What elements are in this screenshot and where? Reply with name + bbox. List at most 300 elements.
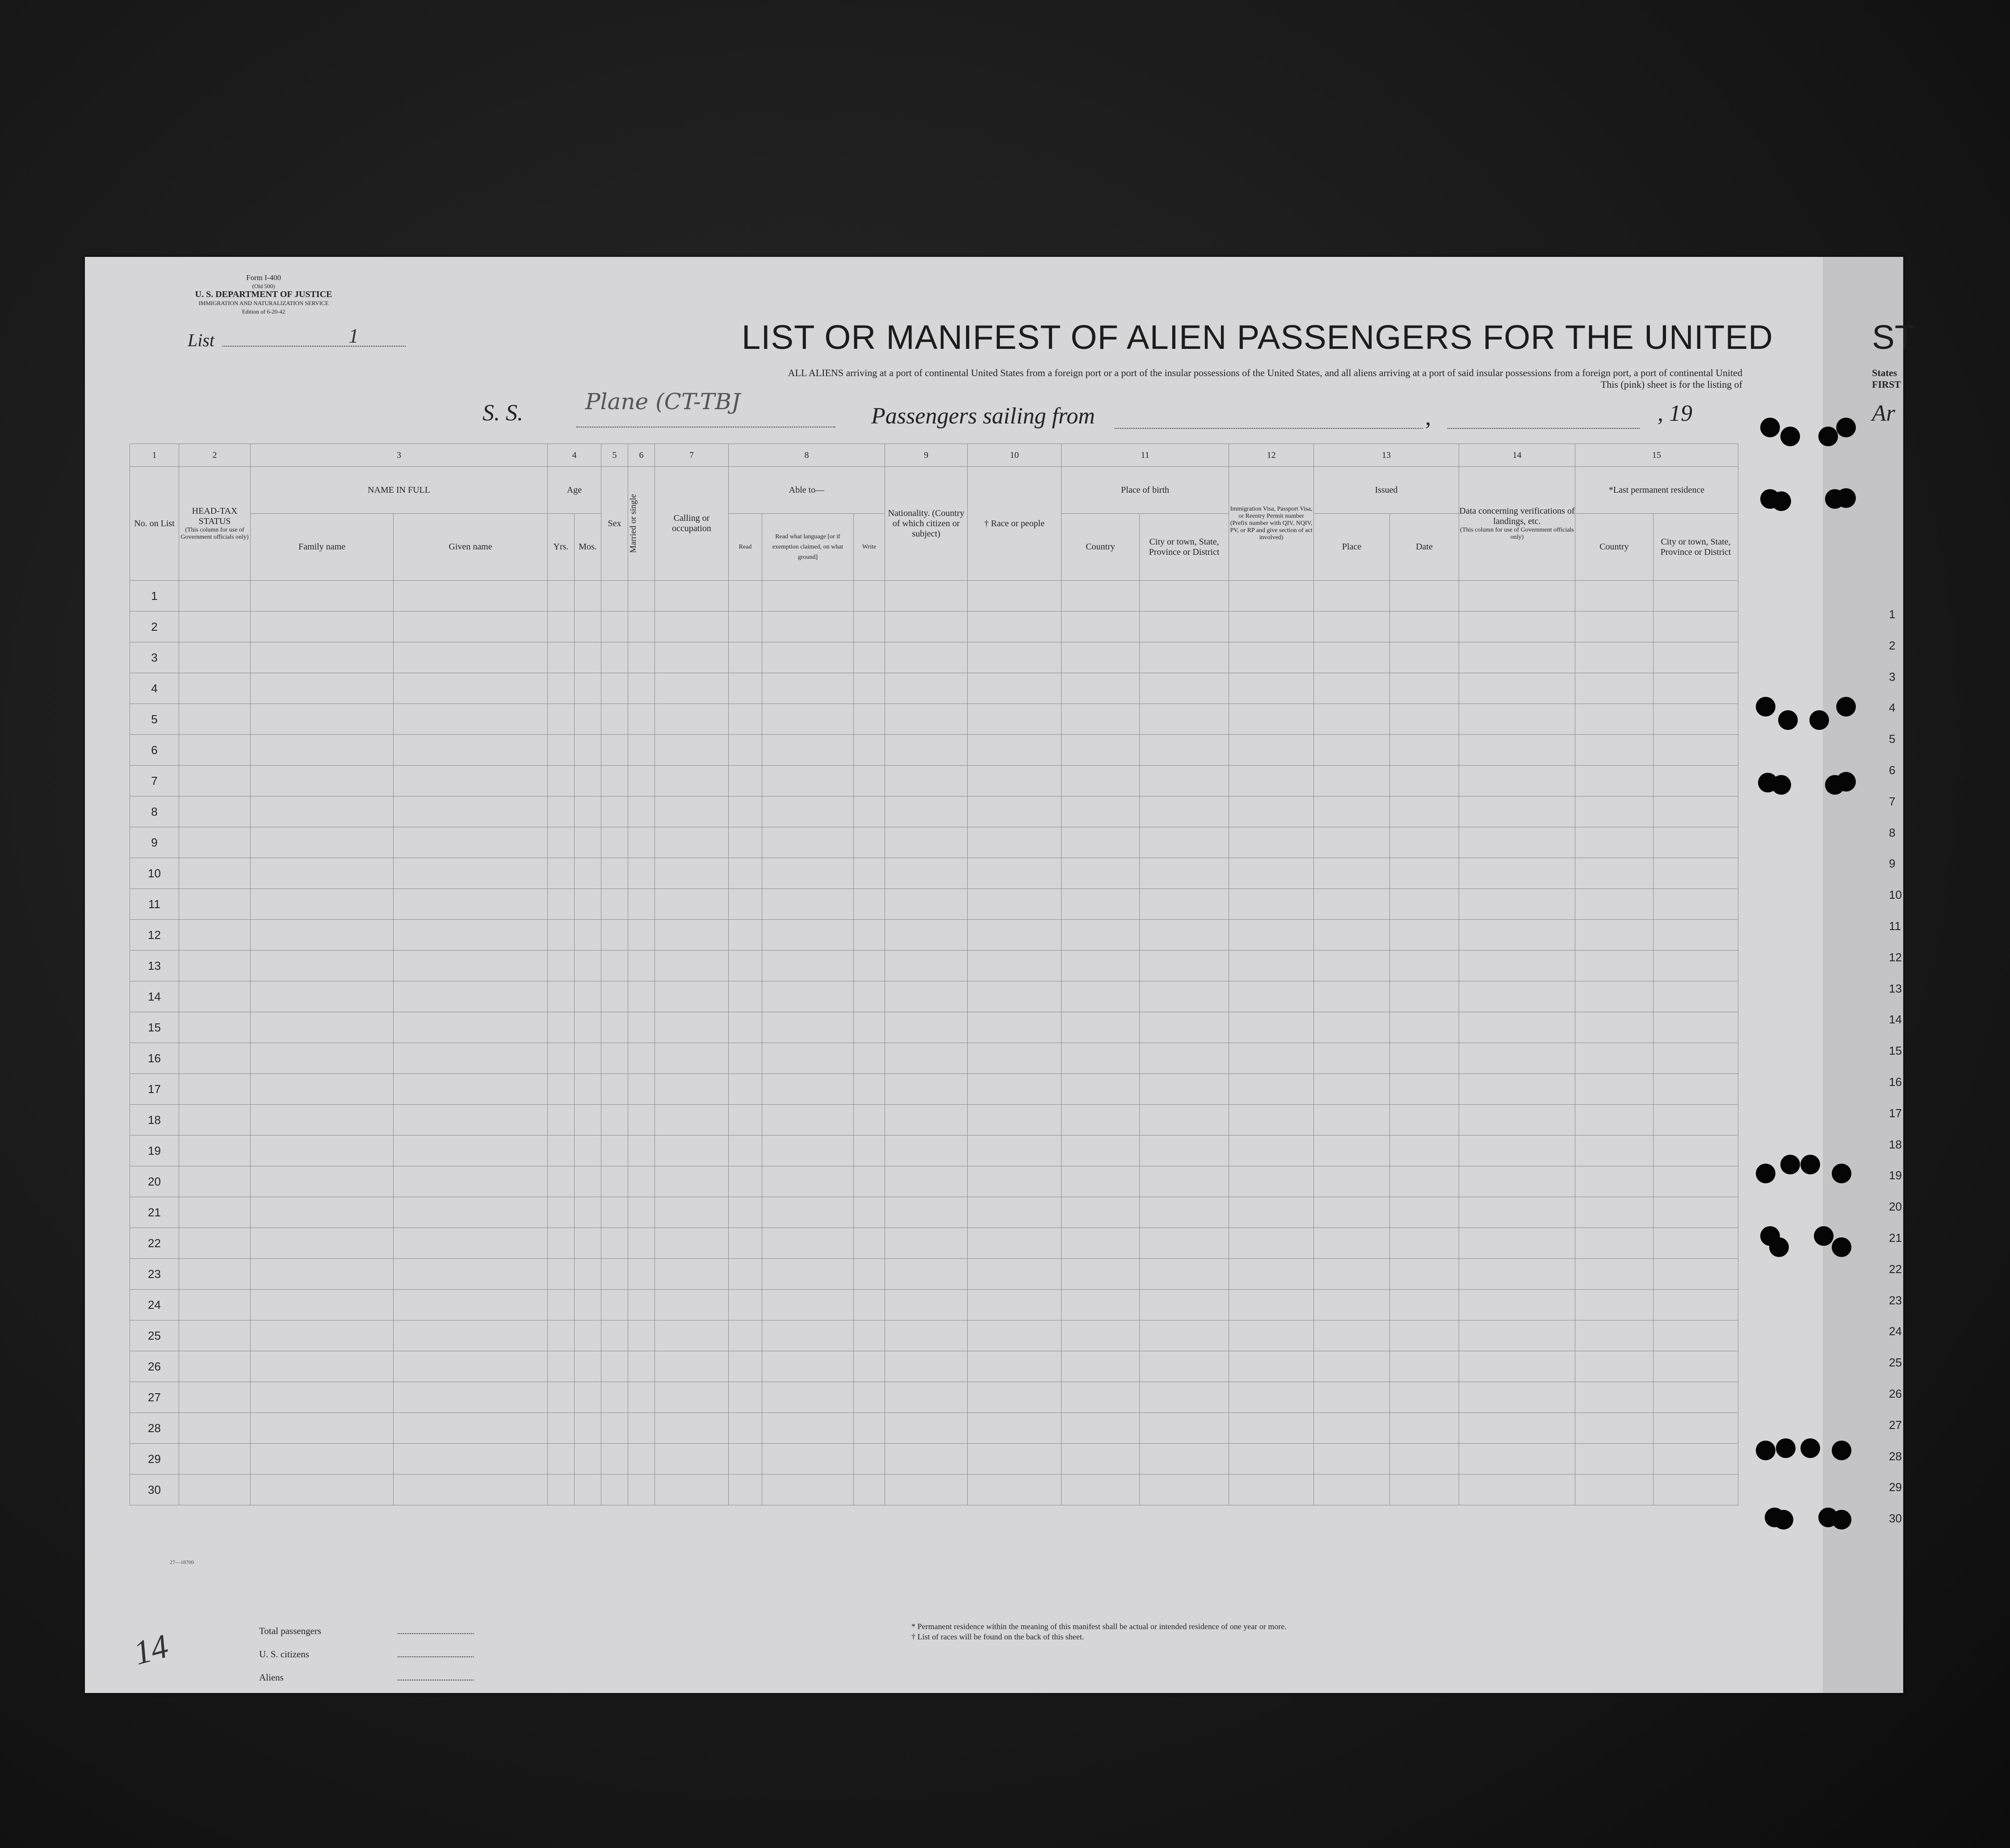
table-cell[interactable] <box>1314 981 1390 1012</box>
table-cell[interactable] <box>1062 612 1140 642</box>
table-cell[interactable] <box>729 920 762 951</box>
table-cell[interactable] <box>575 1105 601 1136</box>
table-cell[interactable] <box>1459 1012 1575 1043</box>
table-cell[interactable] <box>968 981 1062 1012</box>
table-cell[interactable] <box>1229 612 1314 642</box>
table-cell[interactable] <box>885 951 968 981</box>
table-cell[interactable] <box>601 673 628 704</box>
table-cell[interactable] <box>1653 1351 1738 1382</box>
table-cell[interactable] <box>854 1444 885 1475</box>
table-cell[interactable] <box>179 1105 251 1136</box>
table-cell[interactable] <box>251 1290 394 1320</box>
table-cell[interactable] <box>854 1290 885 1320</box>
table-cell[interactable] <box>1314 1228 1390 1259</box>
table-cell[interactable] <box>1575 1074 1653 1105</box>
table-cell[interactable] <box>1314 581 1390 612</box>
table-cell[interactable] <box>1140 1351 1229 1382</box>
table-cell[interactable] <box>655 796 729 827</box>
table-cell[interactable] <box>394 1228 548 1259</box>
table-cell[interactable] <box>1062 1166 1140 1197</box>
table-cell[interactable] <box>601 1105 628 1136</box>
table-cell[interactable] <box>762 766 854 796</box>
table-cell[interactable] <box>575 1228 601 1259</box>
table-cell[interactable] <box>762 1382 854 1413</box>
table-cell[interactable] <box>885 1382 968 1413</box>
table-cell[interactable] <box>1390 981 1459 1012</box>
table-cell[interactable] <box>1062 1012 1140 1043</box>
table-cell[interactable] <box>1575 796 1653 827</box>
table-cell[interactable] <box>394 642 548 673</box>
table-cell[interactable] <box>729 581 762 612</box>
table-cell[interactable] <box>628 766 655 796</box>
table-cell[interactable] <box>1459 1290 1575 1320</box>
table-cell[interactable] <box>655 612 729 642</box>
table-cell[interactable] <box>251 1074 394 1105</box>
table-cell[interactable] <box>601 981 628 1012</box>
table-cell[interactable] <box>854 1136 885 1166</box>
table-cell[interactable] <box>1229 1197 1314 1228</box>
table-cell[interactable] <box>251 1475 394 1505</box>
table-cell[interactable] <box>1390 1444 1459 1475</box>
table-cell[interactable] <box>575 1012 601 1043</box>
table-cell[interactable] <box>854 704 885 735</box>
table-cell[interactable] <box>854 1320 885 1351</box>
table-cell[interactable] <box>1390 1012 1459 1043</box>
table-cell[interactable] <box>1229 1290 1314 1320</box>
table-cell[interactable] <box>394 673 548 704</box>
table-cell[interactable] <box>628 735 655 766</box>
table-cell[interactable] <box>179 1382 251 1413</box>
table-cell[interactable] <box>179 1197 251 1228</box>
table-cell[interactable] <box>1140 920 1229 951</box>
table-cell[interactable] <box>885 1259 968 1290</box>
table-cell[interactable] <box>1575 704 1653 735</box>
table-cell[interactable] <box>1062 1475 1140 1505</box>
table-cell[interactable] <box>854 673 885 704</box>
table-cell[interactable] <box>179 1012 251 1043</box>
table-cell[interactable] <box>1229 1475 1314 1505</box>
table-cell[interactable] <box>628 704 655 735</box>
table-cell[interactable] <box>1314 735 1390 766</box>
table-cell[interactable] <box>885 920 968 951</box>
table-cell[interactable] <box>1062 858 1140 889</box>
table-cell[interactable] <box>885 1012 968 1043</box>
table-cell[interactable] <box>1653 1475 1738 1505</box>
table-cell[interactable] <box>729 1197 762 1228</box>
table-cell[interactable] <box>885 1444 968 1475</box>
table-cell[interactable] <box>1390 920 1459 951</box>
table-cell[interactable] <box>394 920 548 951</box>
table-cell[interactable] <box>179 1444 251 1475</box>
table-cell[interactable] <box>1140 1166 1229 1197</box>
table-cell[interactable] <box>1390 581 1459 612</box>
table-cell[interactable] <box>729 704 762 735</box>
table-cell[interactable] <box>628 1290 655 1320</box>
table-cell[interactable] <box>1459 1320 1575 1351</box>
table-cell[interactable] <box>1459 1382 1575 1413</box>
table-cell[interactable] <box>968 642 1062 673</box>
table-cell[interactable] <box>251 1228 394 1259</box>
table-cell[interactable] <box>548 704 575 735</box>
table-cell[interactable] <box>1140 1043 1229 1074</box>
table-cell[interactable] <box>729 1074 762 1105</box>
table-cell[interactable] <box>251 1012 394 1043</box>
table-cell[interactable] <box>729 1043 762 1074</box>
table-cell[interactable] <box>548 673 575 704</box>
table-cell[interactable] <box>1062 1351 1140 1382</box>
table-cell[interactable] <box>601 1259 628 1290</box>
table-cell[interactable] <box>548 1012 575 1043</box>
table-cell[interactable] <box>854 889 885 920</box>
table-cell[interactable] <box>1575 766 1653 796</box>
table-cell[interactable] <box>885 581 968 612</box>
table-cell[interactable] <box>1062 1105 1140 1136</box>
table-cell[interactable] <box>1575 612 1653 642</box>
table-cell[interactable] <box>762 951 854 981</box>
table-cell[interactable] <box>1229 1351 1314 1382</box>
table-cell[interactable] <box>179 1320 251 1351</box>
table-cell[interactable] <box>1390 1074 1459 1105</box>
table-cell[interactable] <box>762 581 854 612</box>
table-cell[interactable] <box>655 1012 729 1043</box>
table-cell[interactable] <box>968 1228 1062 1259</box>
table-cell[interactable] <box>1653 889 1738 920</box>
table-cell[interactable] <box>548 1290 575 1320</box>
table-cell[interactable] <box>655 827 729 858</box>
table-cell[interactable] <box>655 1290 729 1320</box>
table-cell[interactable] <box>179 673 251 704</box>
table-cell[interactable] <box>251 1166 394 1197</box>
table-cell[interactable] <box>854 642 885 673</box>
table-cell[interactable] <box>628 1475 655 1505</box>
table-cell[interactable] <box>1390 1382 1459 1413</box>
table-cell[interactable] <box>601 735 628 766</box>
table-cell[interactable] <box>251 1259 394 1290</box>
table-cell[interactable] <box>1229 1136 1314 1166</box>
table-cell[interactable] <box>394 766 548 796</box>
table-cell[interactable] <box>968 612 1062 642</box>
table-cell[interactable] <box>1459 889 1575 920</box>
table-cell[interactable] <box>1459 1444 1575 1475</box>
table-cell[interactable] <box>548 827 575 858</box>
table-cell[interactable] <box>762 858 854 889</box>
table-cell[interactable] <box>1390 642 1459 673</box>
table-cell[interactable] <box>655 581 729 612</box>
table-cell[interactable] <box>968 951 1062 981</box>
table-cell[interactable] <box>729 1136 762 1166</box>
table-cell[interactable] <box>1140 1290 1229 1320</box>
table-cell[interactable] <box>1229 1382 1314 1413</box>
table-cell[interactable] <box>601 1166 628 1197</box>
table-cell[interactable] <box>628 1074 655 1105</box>
table-cell[interactable] <box>1140 673 1229 704</box>
table-cell[interactable] <box>729 1475 762 1505</box>
table-cell[interactable] <box>1653 1043 1738 1074</box>
table-cell[interactable] <box>1459 1197 1575 1228</box>
table-cell[interactable] <box>628 827 655 858</box>
table-cell[interactable] <box>179 920 251 951</box>
table-cell[interactable] <box>655 1166 729 1197</box>
table-cell[interactable] <box>968 704 1062 735</box>
table-cell[interactable] <box>1229 1074 1314 1105</box>
table-cell[interactable] <box>729 796 762 827</box>
table-cell[interactable] <box>762 1166 854 1197</box>
table-cell[interactable] <box>575 827 601 858</box>
table-cell[interactable] <box>1229 858 1314 889</box>
table-cell[interactable] <box>854 766 885 796</box>
table-cell[interactable] <box>655 1320 729 1351</box>
table-cell[interactable] <box>1229 1043 1314 1074</box>
table-cell[interactable] <box>1062 1043 1140 1074</box>
table-cell[interactable] <box>179 981 251 1012</box>
table-cell[interactable] <box>575 673 601 704</box>
table-cell[interactable] <box>251 796 394 827</box>
table-cell[interactable] <box>762 920 854 951</box>
table-cell[interactable] <box>1314 858 1390 889</box>
table-cell[interactable] <box>394 981 548 1012</box>
table-cell[interactable] <box>1459 642 1575 673</box>
table-cell[interactable] <box>1390 1475 1459 1505</box>
table-cell[interactable] <box>885 1136 968 1166</box>
table-cell[interactable] <box>1314 766 1390 796</box>
table-cell[interactable] <box>1390 1197 1459 1228</box>
table-cell[interactable] <box>575 1320 601 1351</box>
table-cell[interactable] <box>1653 796 1738 827</box>
table-cell[interactable] <box>968 1259 1062 1290</box>
table-cell[interactable] <box>179 1166 251 1197</box>
table-cell[interactable] <box>655 673 729 704</box>
table-cell[interactable] <box>251 920 394 951</box>
table-cell[interactable] <box>179 1043 251 1074</box>
table-cell[interactable] <box>1459 796 1575 827</box>
table-cell[interactable] <box>179 951 251 981</box>
table-cell[interactable] <box>1314 951 1390 981</box>
table-cell[interactable] <box>179 1351 251 1382</box>
table-cell[interactable] <box>762 1228 854 1259</box>
table-cell[interactable] <box>729 735 762 766</box>
table-cell[interactable] <box>1653 1012 1738 1043</box>
table-cell[interactable] <box>655 735 729 766</box>
table-cell[interactable] <box>1459 704 1575 735</box>
table-cell[interactable] <box>1314 673 1390 704</box>
table-cell[interactable] <box>1390 796 1459 827</box>
table-cell[interactable] <box>1062 827 1140 858</box>
table-cell[interactable] <box>1653 1444 1738 1475</box>
table-cell[interactable] <box>251 1197 394 1228</box>
table-cell[interactable] <box>1653 1166 1738 1197</box>
table-cell[interactable] <box>729 1259 762 1290</box>
table-cell[interactable] <box>729 1444 762 1475</box>
table-cell[interactable] <box>628 1413 655 1444</box>
table-cell[interactable] <box>601 1413 628 1444</box>
table-cell[interactable] <box>575 858 601 889</box>
table-cell[interactable] <box>729 1320 762 1351</box>
table-cell[interactable] <box>885 1475 968 1505</box>
table-cell[interactable] <box>394 1105 548 1136</box>
table-cell[interactable] <box>601 858 628 889</box>
table-cell[interactable] <box>885 766 968 796</box>
table-cell[interactable] <box>601 1043 628 1074</box>
table-cell[interactable] <box>885 1351 968 1382</box>
table-cell[interactable] <box>1390 858 1459 889</box>
table-cell[interactable] <box>1062 1136 1140 1166</box>
table-cell[interactable] <box>575 1475 601 1505</box>
table-cell[interactable] <box>628 1320 655 1351</box>
table-cell[interactable] <box>1140 642 1229 673</box>
table-cell[interactable] <box>1314 704 1390 735</box>
table-cell[interactable] <box>762 1043 854 1074</box>
table-cell[interactable] <box>655 981 729 1012</box>
table-cell[interactable] <box>1140 766 1229 796</box>
table-cell[interactable] <box>854 1105 885 1136</box>
table-cell[interactable] <box>251 1413 394 1444</box>
table-cell[interactable] <box>655 1259 729 1290</box>
table-cell[interactable] <box>1390 827 1459 858</box>
table-cell[interactable] <box>628 1136 655 1166</box>
table-cell[interactable] <box>1140 1475 1229 1505</box>
table-cell[interactable] <box>575 704 601 735</box>
table-cell[interactable] <box>548 858 575 889</box>
table-cell[interactable] <box>628 796 655 827</box>
table-cell[interactable] <box>854 1166 885 1197</box>
table-cell[interactable] <box>251 1382 394 1413</box>
table-cell[interactable] <box>179 1136 251 1166</box>
table-cell[interactable] <box>548 1043 575 1074</box>
table-cell[interactable] <box>548 951 575 981</box>
table-cell[interactable] <box>854 858 885 889</box>
table-cell[interactable] <box>575 1413 601 1444</box>
table-cell[interactable] <box>655 1351 729 1382</box>
table-cell[interactable] <box>885 889 968 920</box>
table-cell[interactable] <box>1062 951 1140 981</box>
table-cell[interactable] <box>1314 1475 1390 1505</box>
table-cell[interactable] <box>729 642 762 673</box>
table-cell[interactable] <box>1459 612 1575 642</box>
table-cell[interactable] <box>394 1320 548 1351</box>
table-cell[interactable] <box>655 642 729 673</box>
table-cell[interactable] <box>251 612 394 642</box>
table-cell[interactable] <box>601 1290 628 1320</box>
table-cell[interactable] <box>394 1166 548 1197</box>
table-cell[interactable] <box>968 1320 1062 1351</box>
table-cell[interactable] <box>1229 673 1314 704</box>
table-cell[interactable] <box>1653 1197 1738 1228</box>
table-cell[interactable] <box>1229 704 1314 735</box>
table-cell[interactable] <box>179 1259 251 1290</box>
table-cell[interactable] <box>1229 1228 1314 1259</box>
table-cell[interactable] <box>179 827 251 858</box>
table-cell[interactable] <box>854 1413 885 1444</box>
table-cell[interactable] <box>968 673 1062 704</box>
table-cell[interactable] <box>885 827 968 858</box>
table-cell[interactable] <box>729 981 762 1012</box>
table-cell[interactable] <box>729 827 762 858</box>
table-cell[interactable] <box>1390 704 1459 735</box>
table-cell[interactable] <box>1390 766 1459 796</box>
table-cell[interactable] <box>1229 920 1314 951</box>
table-cell[interactable] <box>1140 858 1229 889</box>
table-cell[interactable] <box>628 1197 655 1228</box>
table-cell[interactable] <box>1653 581 1738 612</box>
table-cell[interactable] <box>762 1074 854 1105</box>
table-cell[interactable] <box>762 1136 854 1166</box>
table-cell[interactable] <box>179 581 251 612</box>
table-cell[interactable] <box>575 951 601 981</box>
table-cell[interactable] <box>762 889 854 920</box>
table-cell[interactable] <box>1229 827 1314 858</box>
table-cell[interactable] <box>548 1320 575 1351</box>
table-cell[interactable] <box>1229 796 1314 827</box>
table-cell[interactable] <box>1140 981 1229 1012</box>
table-cell[interactable] <box>628 581 655 612</box>
table-cell[interactable] <box>575 1290 601 1320</box>
table-cell[interactable] <box>1314 1136 1390 1166</box>
table-cell[interactable] <box>1390 1320 1459 1351</box>
table-cell[interactable] <box>968 1074 1062 1105</box>
table-cell[interactable] <box>1229 735 1314 766</box>
table-cell[interactable] <box>885 796 968 827</box>
table-cell[interactable] <box>548 1136 575 1166</box>
table-cell[interactable] <box>179 889 251 920</box>
table-cell[interactable] <box>1653 981 1738 1012</box>
table-cell[interactable] <box>1314 1074 1390 1105</box>
table-cell[interactable] <box>575 1197 601 1228</box>
table-cell[interactable] <box>628 1012 655 1043</box>
table-cell[interactable] <box>628 858 655 889</box>
table-cell[interactable] <box>968 827 1062 858</box>
table-cell[interactable] <box>394 735 548 766</box>
table-cell[interactable] <box>394 889 548 920</box>
table-cell[interactable] <box>655 951 729 981</box>
table-cell[interactable] <box>1314 1444 1390 1475</box>
table-cell[interactable] <box>885 1228 968 1259</box>
table-cell[interactable] <box>394 1043 548 1074</box>
table-cell[interactable] <box>729 1413 762 1444</box>
table-cell[interactable] <box>628 1382 655 1413</box>
table-cell[interactable] <box>885 673 968 704</box>
table-cell[interactable] <box>251 889 394 920</box>
table-cell[interactable] <box>1314 1351 1390 1382</box>
table-cell[interactable] <box>729 1382 762 1413</box>
table-cell[interactable] <box>1062 766 1140 796</box>
table-cell[interactable] <box>1140 1444 1229 1475</box>
table-cell[interactable] <box>1653 951 1738 981</box>
table-cell[interactable] <box>601 581 628 612</box>
table-cell[interactable] <box>394 1290 548 1320</box>
table-cell[interactable] <box>1229 642 1314 673</box>
table-cell[interactable] <box>1575 1382 1653 1413</box>
table-cell[interactable] <box>628 1351 655 1382</box>
table-cell[interactable] <box>854 1043 885 1074</box>
table-cell[interactable] <box>251 1444 394 1475</box>
table-cell[interactable] <box>1575 581 1653 612</box>
table-cell[interactable] <box>655 704 729 735</box>
table-cell[interactable] <box>548 1382 575 1413</box>
table-cell[interactable] <box>1390 673 1459 704</box>
table-cell[interactable] <box>251 735 394 766</box>
table-cell[interactable] <box>762 1475 854 1505</box>
table-cell[interactable] <box>601 1136 628 1166</box>
table-cell[interactable] <box>1459 920 1575 951</box>
table-cell[interactable] <box>1062 1228 1140 1259</box>
table-cell[interactable] <box>854 612 885 642</box>
table-cell[interactable] <box>1062 1290 1140 1320</box>
table-cell[interactable] <box>1575 1444 1653 1475</box>
table-cell[interactable] <box>1459 1228 1575 1259</box>
table-cell[interactable] <box>394 1351 548 1382</box>
table-cell[interactable] <box>1229 581 1314 612</box>
table-cell[interactable] <box>394 858 548 889</box>
